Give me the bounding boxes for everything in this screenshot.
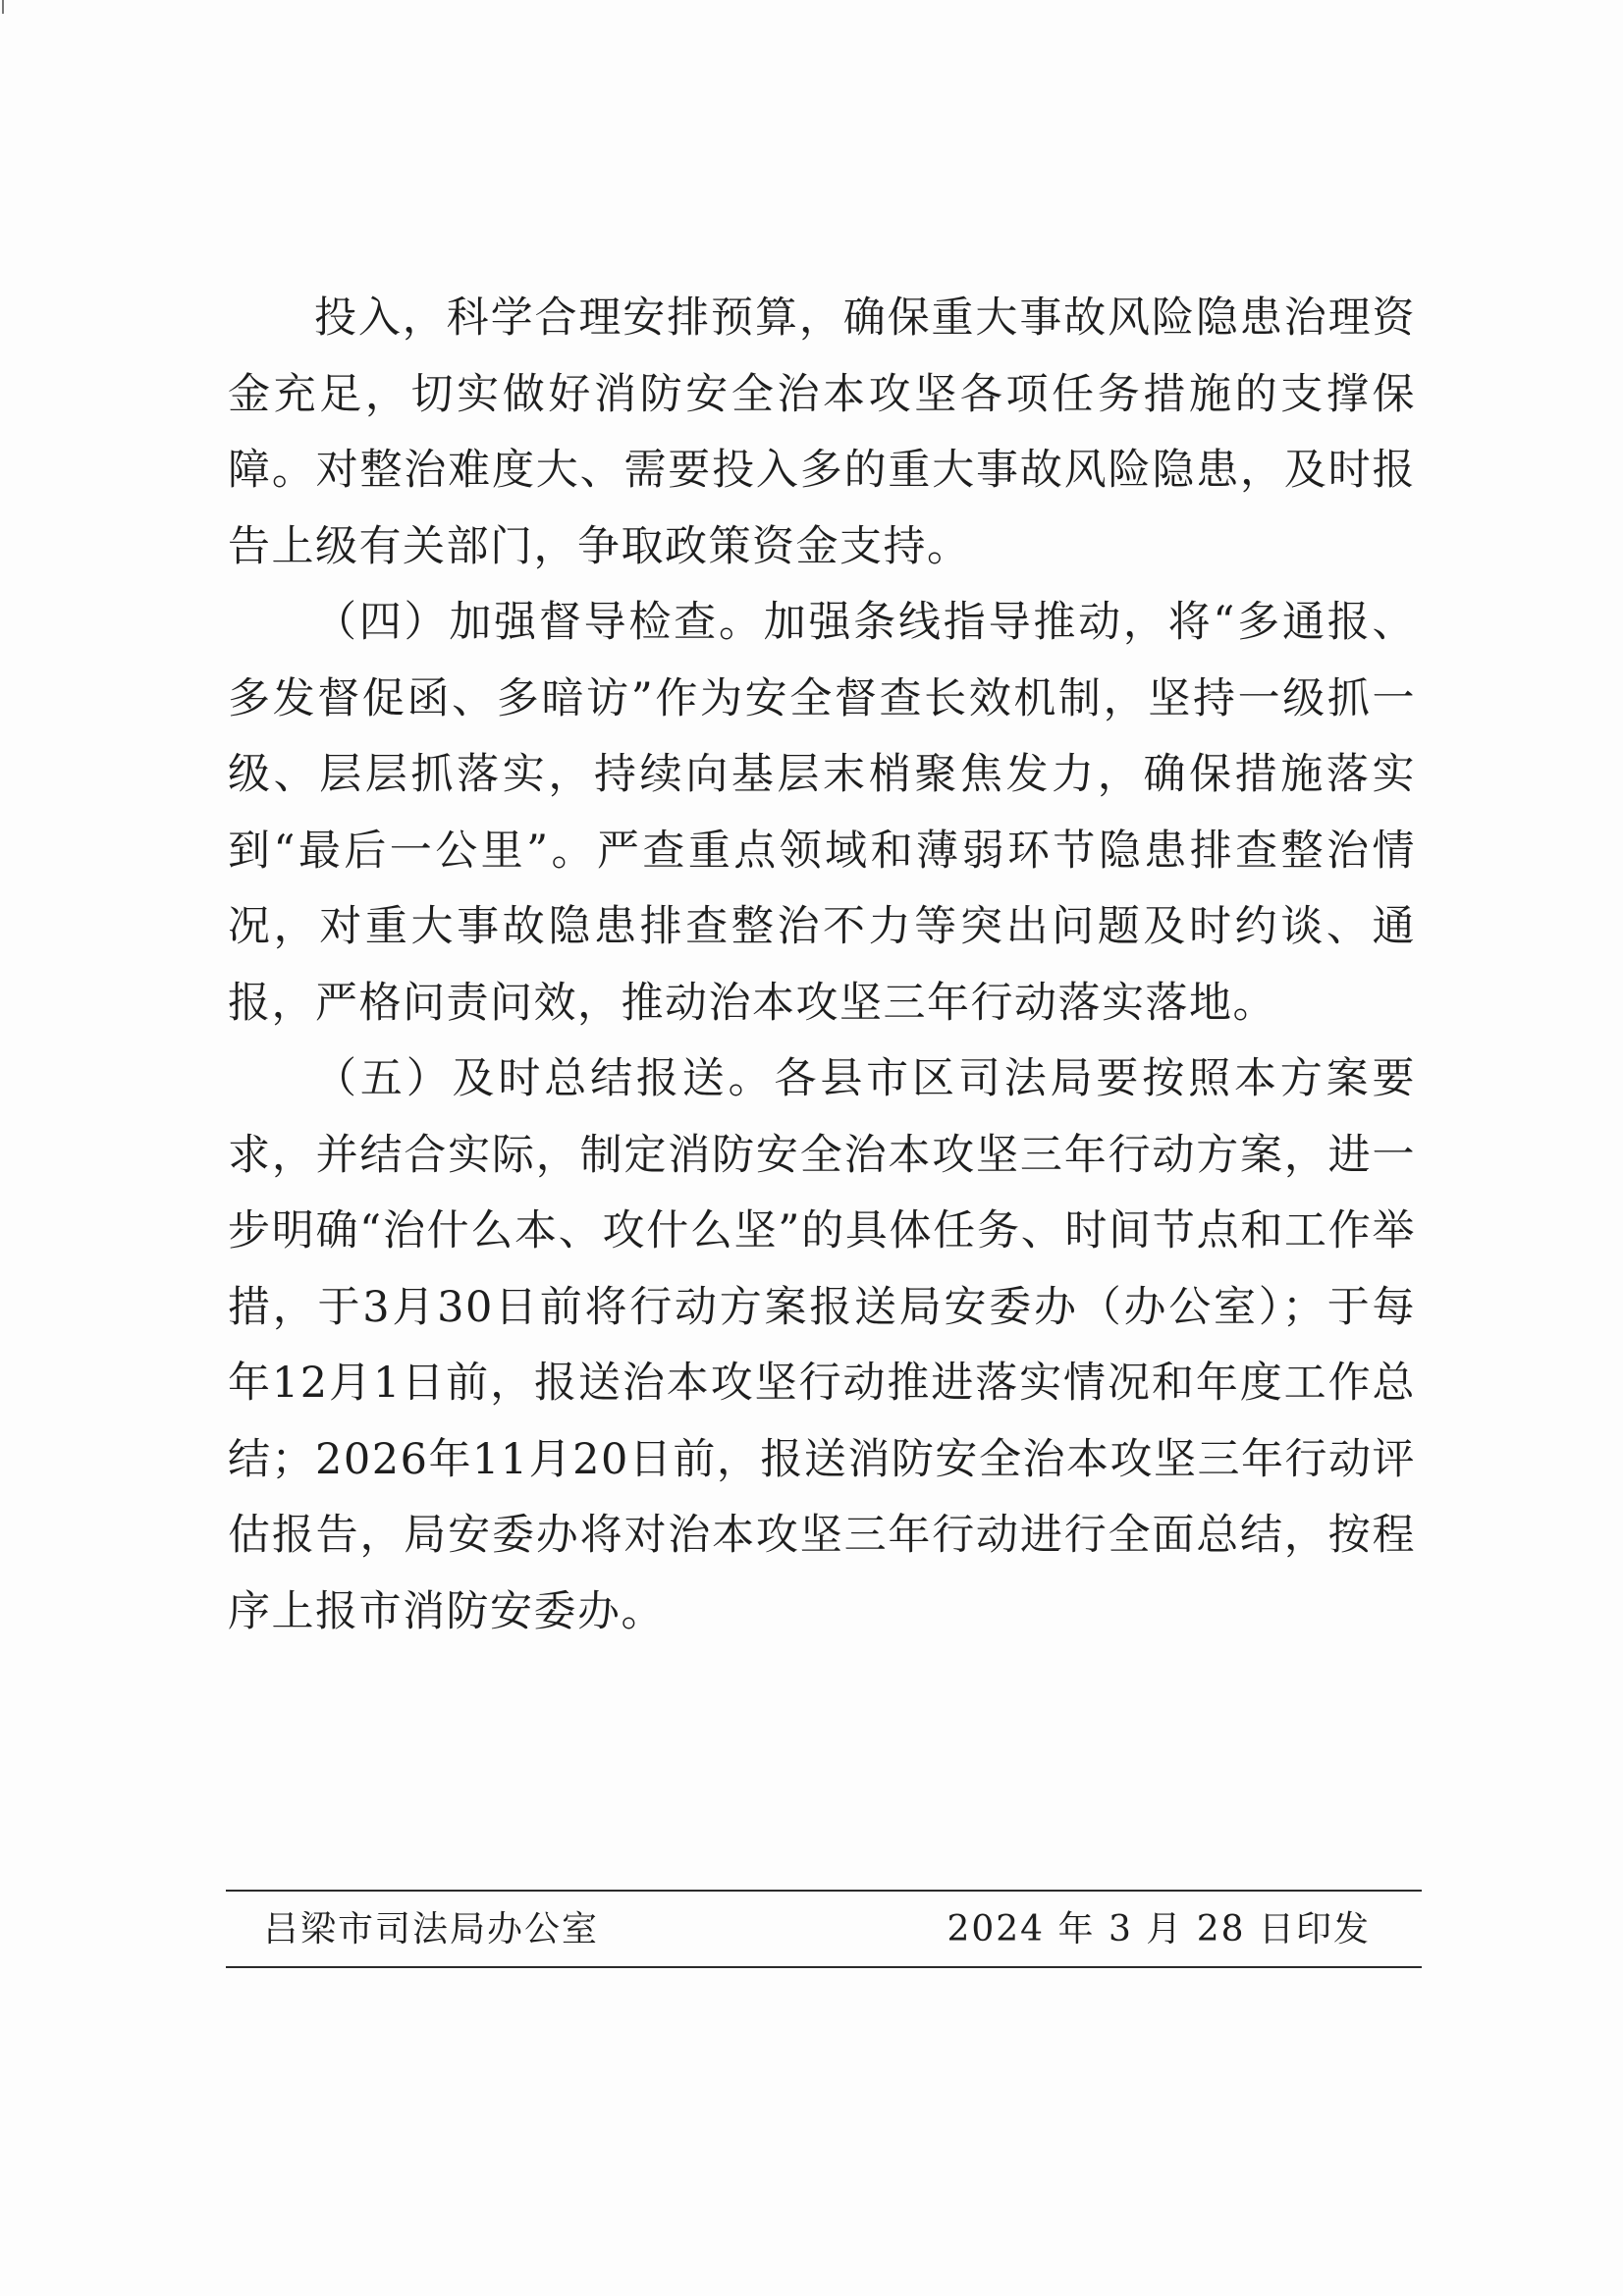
issuer-name: 吕梁市司法局办公室 xyxy=(263,1909,600,1949)
footer-top-rule xyxy=(226,1890,1422,1892)
document-body xyxy=(228,281,1416,1650)
footer-bottom-rule xyxy=(226,1966,1422,1968)
paragraph-reporting: （五）及时总结报送。各县市区司法局要按照本方案要求，并结合实际，制定消防安全治本攻坚三年行动方案，进一步明确“治什么本、攻什么坚”的具体任务、时间节点和工作举措，于3月30日前将行动方案报送局安委办（办公室）；于每年12月1日前，报送治本攻坚行动推进落实情况和年度工作总结；2026年11月20日前，报送消防安全治本攻坚三年行动评估报告，局安委办将对治本攻坚三年行动进行全面总结，按程序上报市消防安委办。 xyxy=(228,1054,1416,1636)
issue-date: 2024 年 3 月 28 日印发 xyxy=(947,1909,1371,1949)
paragraph-supervision: （四）加强督导检查。加强条线指导推动，将“多通报、多发督促函、多暗访”作为安全督查长效机制，坚持一级抓一级、层层抓落实，持续向基层末梢聚焦发力，确保措施落实到“最后一公里”。严查重点领域和薄弱环节隐患排查整治情况，对重大事故隐患排查整治不力等突出问题及时约谈、通报，严格问责问效，推动治本攻坚三年行动落实落地。 xyxy=(228,598,1416,1028)
issuance-footer xyxy=(226,1899,1422,1960)
scan-edge-mark xyxy=(2,0,4,14)
paragraph-funding: 投入，科学合理安排预算，确保重大事故风险隐患治理资金充足，切实做好消防安全治本攻坚各项任务措施的支撑保障。对整治难度大、需要投入多的重大事故风险隐患，及时报告上级有关部门，争取政策资金支持。 xyxy=(228,294,1416,571)
